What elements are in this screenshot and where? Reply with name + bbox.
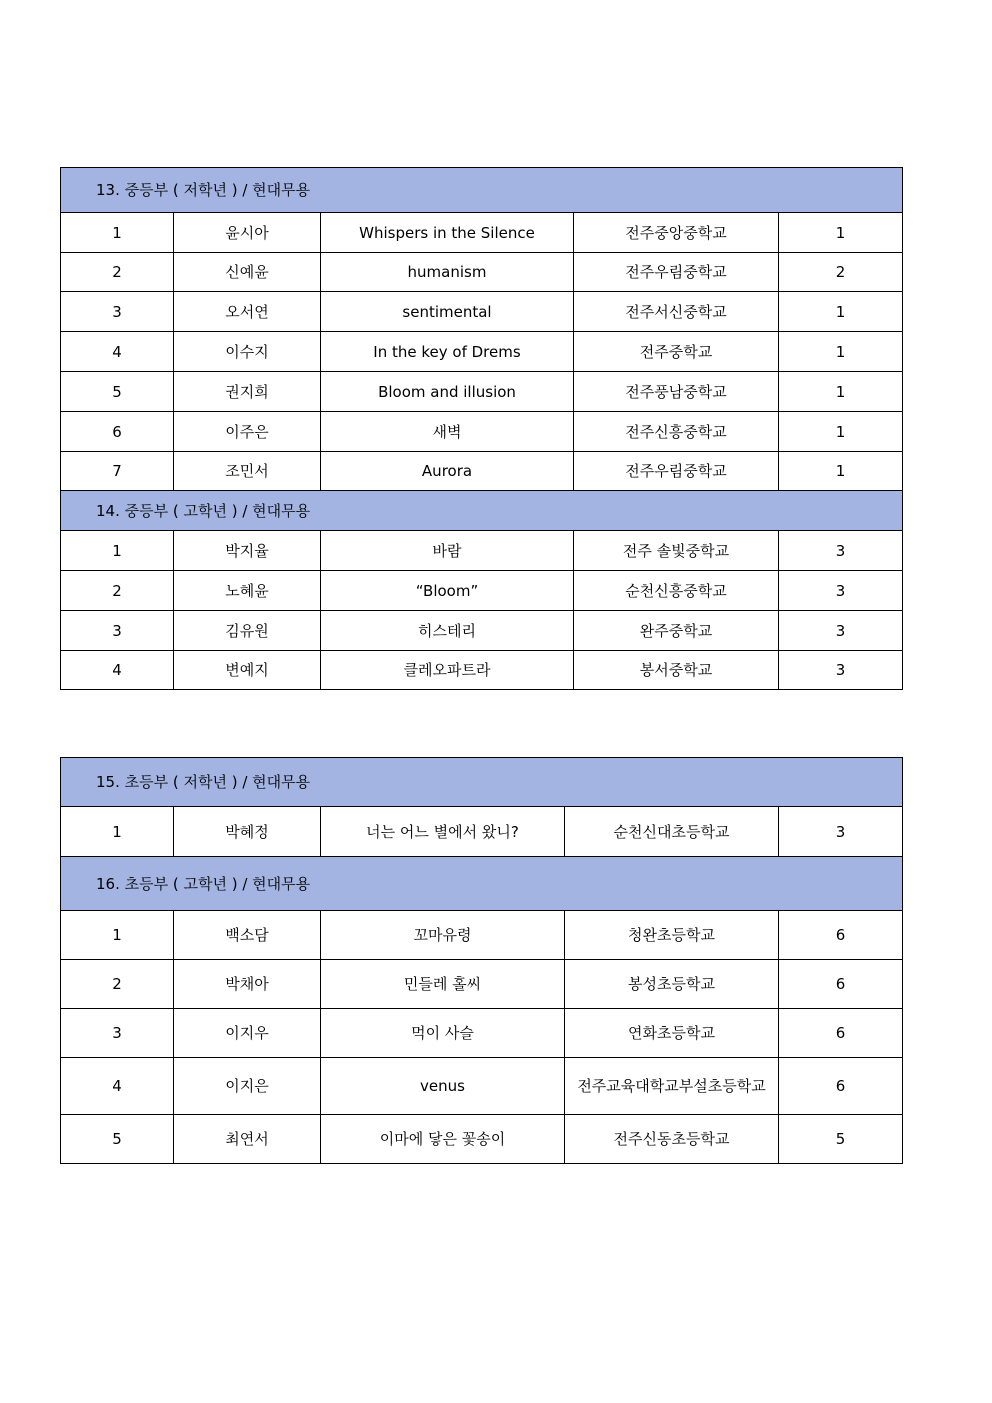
grade-value: 3	[779, 571, 903, 611]
table-row	[61, 412, 903, 452]
grade-value: 1	[779, 213, 903, 253]
grade-value: 1	[779, 292, 903, 332]
entry-number: 5	[61, 372, 174, 412]
piece-title: Aurora	[321, 452, 574, 491]
entry-number: 1	[61, 807, 174, 857]
section-header-row	[61, 491, 903, 531]
piece-title: sentimental	[321, 292, 574, 332]
table-row	[61, 960, 903, 1009]
performer-name: 신예윤	[174, 253, 321, 292]
piece-title: 새벽	[321, 412, 574, 452]
table-row	[61, 213, 903, 253]
performer-name: 노혜윤	[174, 571, 321, 611]
entry-number: 1	[61, 213, 174, 253]
grade-value: 6	[779, 960, 903, 1009]
school-name: 청완초등학교	[565, 911, 779, 960]
performer-name: 권지희	[174, 372, 321, 412]
grade-value: 6	[779, 1058, 903, 1115]
grade-value: 1	[779, 412, 903, 452]
entry-number: 3	[61, 1009, 174, 1058]
school-name: 봉서중학교	[574, 651, 779, 690]
table-row	[61, 611, 903, 651]
table-row	[61, 372, 903, 412]
performer-name: 백소담	[174, 911, 321, 960]
performer-name: 김유원	[174, 611, 321, 651]
piece-title: 꼬마유령	[321, 911, 565, 960]
school-name: 전주우림중학교	[574, 452, 779, 491]
entry-number: 5	[61, 1115, 174, 1164]
piece-title: Bloom and illusion	[321, 372, 574, 412]
piece-title: 히스테리	[321, 611, 574, 651]
performer-name: 박채아	[174, 960, 321, 1009]
table-row	[61, 571, 903, 611]
entry-number: 1	[61, 531, 174, 571]
grade-value: 5	[779, 1115, 903, 1164]
grade-value: 2	[779, 253, 903, 292]
school-name: 완주중학교	[574, 611, 779, 651]
entry-number: 4	[61, 651, 174, 690]
table-row	[61, 1115, 903, 1164]
grade-value: 3	[779, 531, 903, 571]
piece-title: venus	[321, 1058, 565, 1115]
table-row	[61, 1009, 903, 1058]
section-title: 13. 중등부 ( 저학년 ) / 현대무용	[61, 168, 903, 213]
table-row	[61, 292, 903, 332]
section-title: 16. 초등부 ( 고학년 ) / 현대무용	[61, 857, 903, 911]
school-name: 전주중학교	[574, 332, 779, 372]
grade-value: 3	[779, 611, 903, 651]
piece-title: 먹이 사슬	[321, 1009, 565, 1058]
performer-name: 이수지	[174, 332, 321, 372]
school-name: 전주신흥중학교	[574, 412, 779, 452]
performer-name: 박혜정	[174, 807, 321, 857]
entry-number: 4	[61, 332, 174, 372]
entry-number: 1	[61, 911, 174, 960]
entry-number: 7	[61, 452, 174, 491]
table-row	[61, 807, 903, 857]
performer-name: 이지우	[174, 1009, 321, 1058]
piece-title: 이마에 닿은 꽃송이	[321, 1115, 565, 1164]
school-name: 전주우림중학교	[574, 253, 779, 292]
table-row	[61, 1058, 903, 1115]
entry-number: 3	[61, 611, 174, 651]
grade-value: 6	[779, 911, 903, 960]
school-name: 전주교육대학교부설초등학교	[565, 1058, 779, 1115]
grade-value: 3	[779, 651, 903, 690]
entry-number: 4	[61, 1058, 174, 1115]
school-name: 연화초등학교	[565, 1009, 779, 1058]
piece-title: 클레오파트라	[321, 651, 574, 690]
table-row	[61, 531, 903, 571]
results-table-elementary-school	[60, 757, 903, 1164]
entry-number: 6	[61, 412, 174, 452]
performer-name: 변예지	[174, 651, 321, 690]
grade-value: 3	[779, 807, 903, 857]
entry-number: 2	[61, 253, 174, 292]
entry-number: 2	[61, 571, 174, 611]
results-table-middle-school	[60, 167, 903, 690]
section-title: 15. 초등부 ( 저학년 ) / 현대무용	[61, 758, 903, 807]
performer-name: 이지은	[174, 1058, 321, 1115]
piece-title: “Bloom”	[321, 571, 574, 611]
school-name: 전주중앙중학교	[574, 213, 779, 253]
table-row	[61, 452, 903, 491]
school-name: 봉성초등학교	[565, 960, 779, 1009]
performer-name: 오서연	[174, 292, 321, 332]
school-name: 순천신흥중학교	[574, 571, 779, 611]
section-header-row	[61, 168, 903, 213]
entry-number: 3	[61, 292, 174, 332]
grade-value: 1	[779, 452, 903, 491]
table-row	[61, 911, 903, 960]
entry-number: 2	[61, 960, 174, 1009]
school-name: 순천신대초등학교	[565, 807, 779, 857]
school-name: 전주풍남중학교	[574, 372, 779, 412]
piece-title: 너는 어느 별에서 왔니?	[321, 807, 565, 857]
school-name: 전주 솔빛중학교	[574, 531, 779, 571]
performer-name: 조민서	[174, 452, 321, 491]
piece-title: Whispers in the Silence	[321, 213, 574, 253]
table-row	[61, 651, 903, 690]
grade-value: 6	[779, 1009, 903, 1058]
performer-name: 최연서	[174, 1115, 321, 1164]
piece-title: In the key of Drems	[321, 332, 574, 372]
grade-value: 1	[779, 332, 903, 372]
piece-title: 바람	[321, 531, 574, 571]
section-header-row	[61, 857, 903, 911]
performer-name: 윤시아	[174, 213, 321, 253]
section-title: 14. 중등부 ( 고학년 ) / 현대무용	[61, 491, 903, 531]
performer-name: 이주은	[174, 412, 321, 452]
piece-title: humanism	[321, 253, 574, 292]
table-row	[61, 253, 903, 292]
school-name: 전주서신중학교	[574, 292, 779, 332]
school-name: 전주신동초등학교	[565, 1115, 779, 1164]
performer-name: 박지율	[174, 531, 321, 571]
piece-title: 민들레 홀씨	[321, 960, 565, 1009]
grade-value: 1	[779, 372, 903, 412]
table-row	[61, 332, 903, 372]
section-header-row	[61, 758, 903, 807]
